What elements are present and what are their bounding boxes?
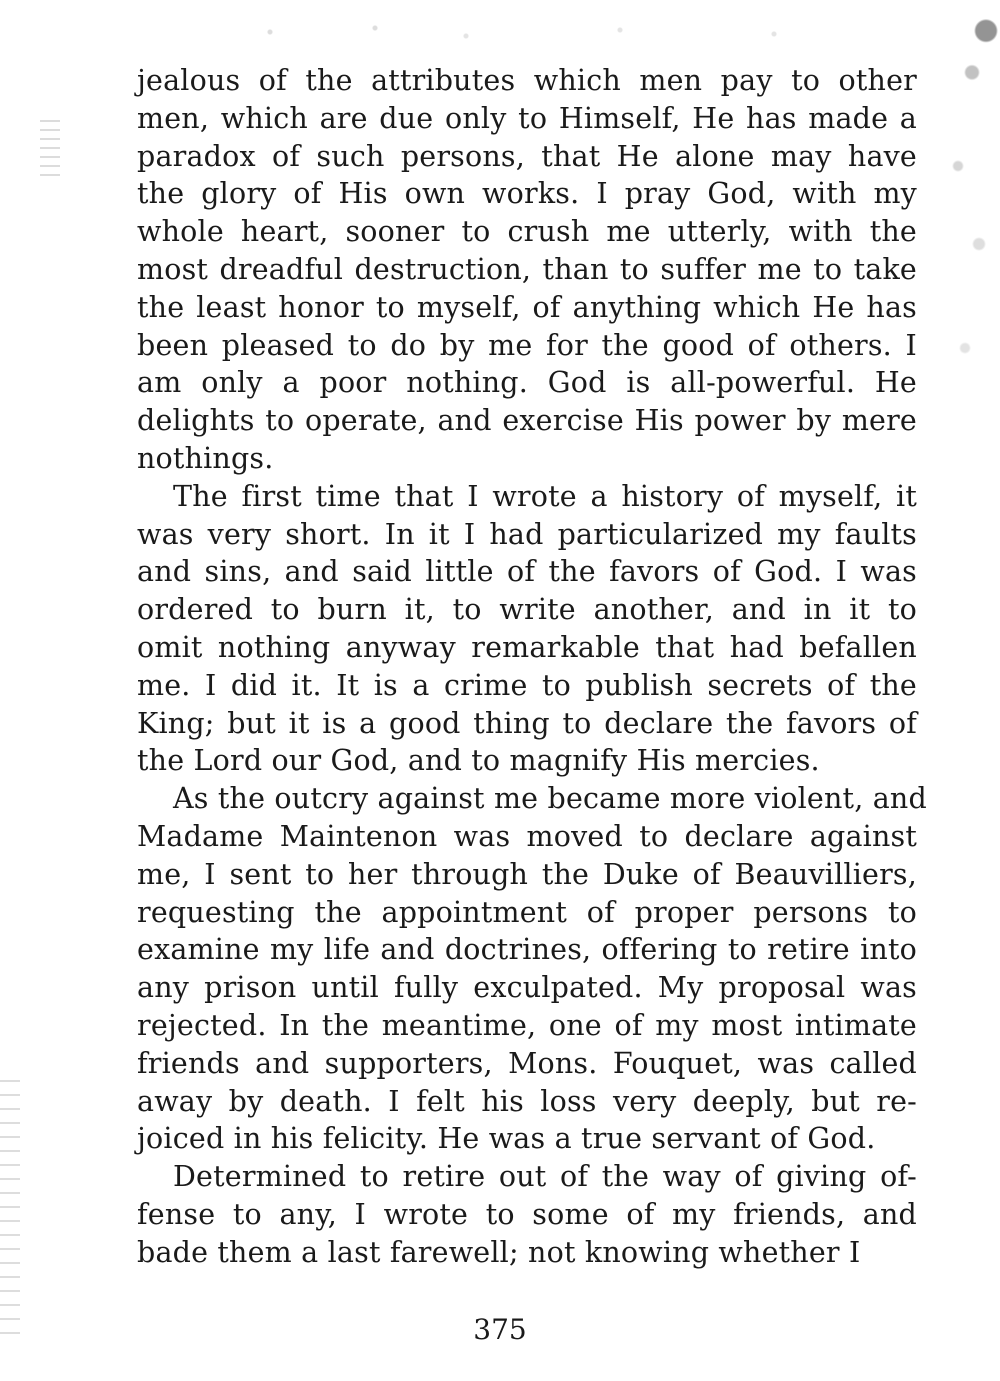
text-line: me, I sent to her through the Duke of Beauvilliers,: [137, 857, 917, 891]
text-line: bade them a last farewell; not knowing whether I: [137, 1235, 861, 1269]
text-line: The first time that I wrote a history of myself, it: [173, 479, 917, 513]
text-line: rejected. In the meantime, one of my most intimate: [137, 1008, 917, 1042]
text-line: examine my life and doctrines, offering to retire into: [137, 933, 917, 967]
text-line: fense to any, I wrote to some of my friends, and: [137, 1197, 917, 1231]
text-line: the least honor to myself, of anything which He has: [137, 290, 917, 324]
text-line: am only a poor nothing. God is all-powerful. He: [137, 366, 917, 400]
paragraph: [137, 1158, 917, 1271]
text-line: been pleased to do by me for the good of others. I: [137, 328, 917, 362]
text-line: Madame Maintenon was moved to declare against: [137, 819, 917, 853]
text-line: jealous of the attributes which men pay to other: [137, 64, 917, 97]
text-line: King; but it is a good thing to declare the favors of: [137, 706, 917, 740]
text-line: was very short. In it I had particularized my faults: [137, 517, 917, 551]
scan-artifact-left-edge: [0, 1080, 20, 1340]
text-line: As the outcry against me became more violent, and: [173, 782, 927, 816]
body-text: [137, 62, 927, 1272]
paragraph: [137, 62, 917, 478]
scan-artifact-left-speck: [40, 120, 60, 180]
text-line: whole heart, sooner to crush me utterly, with the: [137, 215, 917, 249]
text-line: the Lord our God, and to magnify His mercies.: [137, 744, 820, 778]
text-line: Determined to retire out of the way of giving of-: [173, 1160, 917, 1194]
text-line: the glory of His own works. I pray God, with my: [137, 177, 917, 211]
text-line: and sins, and said little of the favors of God. I was: [137, 555, 917, 589]
text-line: delights to operate, and exercise His power by mere: [137, 404, 917, 438]
scan-artifact-top-edge: [200, 12, 900, 52]
text-line: me. I did it. It is a crime to publish secrets of the: [137, 668, 917, 702]
scan-artifact-right-edge: [930, 10, 1000, 530]
text-line: omit nothing anyway remarkable that had befallen: [137, 630, 917, 664]
paragraph: [137, 478, 917, 780]
text-line: away by death. I felt his loss very deeply, but re-: [137, 1084, 917, 1118]
text-line: ordered to burn it, to write another, and in it to: [137, 593, 917, 627]
text-line: any prison until fully exculpated. My proposal was: [137, 971, 917, 1005]
text-line: friends and supporters, Mons. Fouquet, was called: [137, 1046, 917, 1080]
text-line: requesting the appointment of proper persons to: [137, 895, 917, 929]
text-line: nothings.: [137, 441, 274, 475]
text-line: paradox of such persons, that He alone may have: [137, 139, 917, 173]
text-line: men, which are due only to Himself, He has made a: [137, 101, 917, 135]
text-line: joiced in his felicity. He was a true servant of God.: [137, 1122, 876, 1156]
paragraph: [137, 780, 927, 1158]
text-line: most dreadful destruction, than to suffer me to take: [137, 252, 917, 286]
page-number: 375: [473, 1313, 527, 1346]
